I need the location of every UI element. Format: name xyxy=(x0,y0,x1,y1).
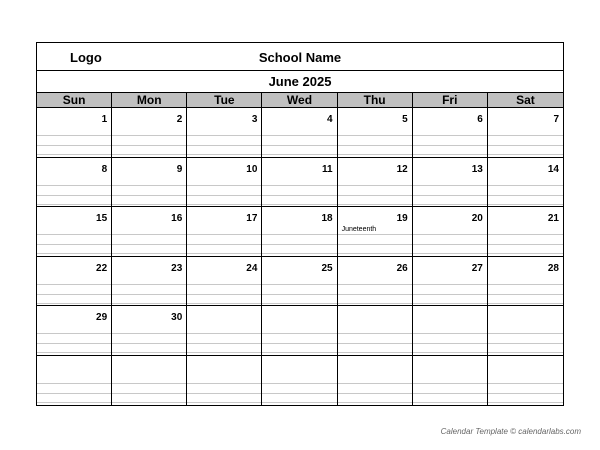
day-cell[interactable] xyxy=(488,108,563,158)
note-line xyxy=(262,352,336,353)
note-line xyxy=(338,234,412,235)
day-cell[interactable] xyxy=(413,306,488,356)
day-number: 26 xyxy=(396,262,408,274)
day-cell[interactable] xyxy=(37,158,112,208)
note-line xyxy=(338,383,412,384)
note-line xyxy=(262,135,336,136)
note-line xyxy=(112,185,186,186)
note-line xyxy=(112,352,186,353)
note-line xyxy=(488,294,563,295)
day-cell[interactable] xyxy=(488,257,563,307)
note-line xyxy=(262,393,336,394)
note-line xyxy=(338,244,412,245)
note-line xyxy=(187,303,261,304)
note-line xyxy=(488,393,563,394)
note-line xyxy=(112,294,186,295)
day-number: 24 xyxy=(246,262,258,274)
month-title: June 2025 xyxy=(37,71,563,93)
note-line xyxy=(338,343,412,344)
note-line xyxy=(187,383,261,384)
note-line xyxy=(37,234,111,235)
note-line xyxy=(413,145,487,146)
note-line xyxy=(262,185,336,186)
note-line xyxy=(488,145,563,146)
note-line xyxy=(488,303,563,304)
note-line xyxy=(187,402,261,403)
day-cell[interactable] xyxy=(338,257,413,307)
day-cell[interactable] xyxy=(262,257,337,307)
day-cell[interactable] xyxy=(338,108,413,158)
note-line xyxy=(37,383,111,384)
note-line xyxy=(488,234,563,235)
day-cell[interactable] xyxy=(413,356,488,406)
note-line xyxy=(413,352,487,353)
day-cell[interactable] xyxy=(112,108,187,158)
day-cell[interactable] xyxy=(413,108,488,158)
day-cell[interactable] xyxy=(187,207,262,257)
day-cell[interactable] xyxy=(37,306,112,356)
weekday-label: Mon xyxy=(112,93,187,107)
note-line xyxy=(338,284,412,285)
note-line xyxy=(37,195,111,196)
note-line xyxy=(338,195,412,196)
day-cell[interactable] xyxy=(338,356,413,406)
note-line xyxy=(37,393,111,394)
calendar xyxy=(36,42,564,406)
note-line xyxy=(413,195,487,196)
note-line xyxy=(262,343,336,344)
day-number: 29 xyxy=(96,312,108,323)
day-number: 19 xyxy=(396,213,408,224)
day-cell[interactable] xyxy=(262,108,337,158)
note-line xyxy=(262,244,336,245)
note-line xyxy=(187,145,261,146)
note-line xyxy=(488,135,563,136)
day-cell[interactable] xyxy=(37,207,112,257)
note-line xyxy=(37,343,111,344)
weekday-label: Thu xyxy=(338,93,413,107)
day-number: 6 xyxy=(477,114,483,125)
day-number: 8 xyxy=(101,163,108,175)
note-line xyxy=(262,204,336,205)
note-line xyxy=(187,195,261,196)
note-line xyxy=(37,294,111,295)
school-name: School Name xyxy=(258,50,342,65)
note-line xyxy=(488,402,563,403)
day-number: 20 xyxy=(471,213,483,224)
weekday-header xyxy=(37,93,563,108)
day-cell[interactable] xyxy=(413,207,488,257)
logo-placeholder: Logo xyxy=(70,50,102,65)
note-line xyxy=(413,402,487,403)
note-line xyxy=(262,294,336,295)
day-cell[interactable] xyxy=(262,356,337,406)
day-cell[interactable] xyxy=(413,257,488,307)
day-number: 25 xyxy=(321,262,333,274)
note-line xyxy=(488,244,563,245)
day-cell[interactable] xyxy=(112,356,187,406)
note-line xyxy=(37,352,111,353)
day-number: 12 xyxy=(396,163,408,175)
note-line xyxy=(37,145,111,146)
note-line xyxy=(37,135,111,136)
day-number: 9 xyxy=(176,163,183,175)
calendar-grid xyxy=(37,108,563,405)
note-line xyxy=(112,393,186,394)
day-cell[interactable] xyxy=(112,207,187,257)
footer-credit: Calendar Template © calendarlabs.com xyxy=(440,427,581,436)
weekday-label: Sat xyxy=(516,93,535,107)
day-cell[interactable] xyxy=(262,207,337,257)
note-line xyxy=(187,333,261,334)
note-line xyxy=(413,253,487,254)
day-cell[interactable] xyxy=(488,158,563,208)
note-line xyxy=(187,284,261,285)
note-line xyxy=(413,294,487,295)
day-cell[interactable] xyxy=(338,306,413,356)
note-line xyxy=(112,303,186,304)
note-line xyxy=(338,402,412,403)
note-line xyxy=(488,204,563,205)
note-line xyxy=(187,204,261,205)
note-line xyxy=(112,234,186,235)
day-number: 11 xyxy=(321,163,333,175)
weekday-label: Fri xyxy=(413,93,488,107)
day-cell[interactable] xyxy=(37,257,112,307)
day-number: 22 xyxy=(96,262,108,274)
note-line xyxy=(488,154,563,155)
day-number: 10 xyxy=(246,163,258,175)
day-number: 28 xyxy=(547,262,559,274)
day-cell[interactable] xyxy=(488,356,563,406)
day-cell[interactable] xyxy=(187,257,262,307)
note-line xyxy=(262,333,336,334)
day-cell[interactable] xyxy=(112,158,187,208)
day-number: 30 xyxy=(171,312,183,323)
note-line xyxy=(37,402,111,403)
holiday-label: Juneteenth xyxy=(341,226,377,233)
note-line xyxy=(262,284,336,285)
note-line xyxy=(338,145,412,146)
note-line xyxy=(262,303,336,304)
note-line xyxy=(112,244,186,245)
note-line xyxy=(413,343,487,344)
note-line xyxy=(37,333,111,334)
day-number: 17 xyxy=(246,213,258,224)
day-number: 3 xyxy=(251,114,258,125)
note-line xyxy=(338,303,412,304)
note-line xyxy=(187,154,261,155)
note-line xyxy=(413,154,487,155)
note-line xyxy=(338,393,412,394)
note-line xyxy=(338,253,412,254)
note-line xyxy=(112,253,186,254)
note-line xyxy=(37,185,111,186)
note-line xyxy=(187,135,261,136)
note-line xyxy=(413,135,487,136)
day-cell[interactable] xyxy=(187,306,262,356)
note-line xyxy=(338,185,412,186)
day-cell[interactable] xyxy=(112,306,187,356)
day-number: 16 xyxy=(171,213,183,224)
note-line xyxy=(413,204,487,205)
note-line xyxy=(488,343,563,344)
note-line xyxy=(262,234,336,235)
note-line xyxy=(262,195,336,196)
note-line xyxy=(112,333,186,334)
day-number: 18 xyxy=(321,213,333,224)
note-line xyxy=(488,352,563,353)
note-line xyxy=(413,383,487,384)
note-line xyxy=(112,135,186,136)
day-number: 23 xyxy=(171,262,183,274)
day-number: 1 xyxy=(101,114,108,125)
note-line xyxy=(187,343,261,344)
day-cell[interactable] xyxy=(112,257,187,307)
note-line xyxy=(262,402,336,403)
day-number: 13 xyxy=(471,163,483,175)
day-cell[interactable] xyxy=(187,158,262,208)
day-cell[interactable] xyxy=(488,306,563,356)
note-line xyxy=(488,333,563,334)
note-line xyxy=(112,204,186,205)
day-number: 5 xyxy=(402,114,408,125)
note-line xyxy=(262,145,336,146)
day-cell[interactable] xyxy=(37,108,112,158)
note-line xyxy=(413,244,487,245)
note-line xyxy=(488,195,563,196)
note-line xyxy=(112,284,186,285)
day-number: 27 xyxy=(471,262,483,274)
day-cell[interactable] xyxy=(338,158,413,208)
note-line xyxy=(413,234,487,235)
note-line xyxy=(187,294,261,295)
day-number: 7 xyxy=(553,114,559,125)
weekday-label: Wed xyxy=(262,93,337,107)
note-line xyxy=(338,135,412,136)
note-line xyxy=(413,185,487,186)
note-line xyxy=(187,253,261,254)
calendar-header xyxy=(37,43,563,71)
day-cell[interactable] xyxy=(187,356,262,406)
note-line xyxy=(413,393,487,394)
note-line xyxy=(488,284,563,285)
note-line xyxy=(112,402,186,403)
note-line xyxy=(187,352,261,353)
note-line xyxy=(187,185,261,186)
note-line xyxy=(488,383,563,384)
day-cell[interactable] xyxy=(262,158,337,208)
day-number: 2 xyxy=(176,114,183,125)
note-line xyxy=(262,383,336,384)
note-line xyxy=(112,154,186,155)
note-line xyxy=(187,393,261,394)
note-line xyxy=(338,294,412,295)
day-number: 4 xyxy=(327,114,333,125)
note-line xyxy=(413,284,487,285)
note-line xyxy=(37,154,111,155)
day-cell[interactable] xyxy=(262,306,337,356)
note-line xyxy=(37,284,111,285)
weekday-label: Sun xyxy=(37,93,112,107)
note-line xyxy=(112,383,186,384)
note-line xyxy=(413,303,487,304)
day-cell[interactable] xyxy=(187,108,262,158)
note-line xyxy=(187,244,261,245)
day-cell[interactable] xyxy=(338,207,413,257)
note-line xyxy=(338,154,412,155)
note-line xyxy=(37,253,111,254)
note-line xyxy=(338,333,412,334)
day-number: 15 xyxy=(96,213,108,224)
note-line xyxy=(338,352,412,353)
day-number: 21 xyxy=(547,213,559,224)
note-line xyxy=(338,204,412,205)
note-line xyxy=(37,303,111,304)
day-number: 14 xyxy=(547,163,559,175)
note-line xyxy=(37,244,111,245)
note-line xyxy=(112,195,186,196)
day-cell[interactable] xyxy=(413,158,488,208)
day-cell[interactable] xyxy=(488,207,563,257)
note-line xyxy=(488,185,563,186)
note-line xyxy=(112,343,186,344)
note-line xyxy=(112,145,186,146)
note-line xyxy=(37,204,111,205)
note-line xyxy=(262,253,336,254)
note-line xyxy=(488,253,563,254)
note-line xyxy=(262,154,336,155)
note-line xyxy=(187,234,261,235)
note-line xyxy=(413,333,487,334)
day-cell[interactable] xyxy=(37,356,112,406)
weekday-label: Tue xyxy=(187,93,262,107)
